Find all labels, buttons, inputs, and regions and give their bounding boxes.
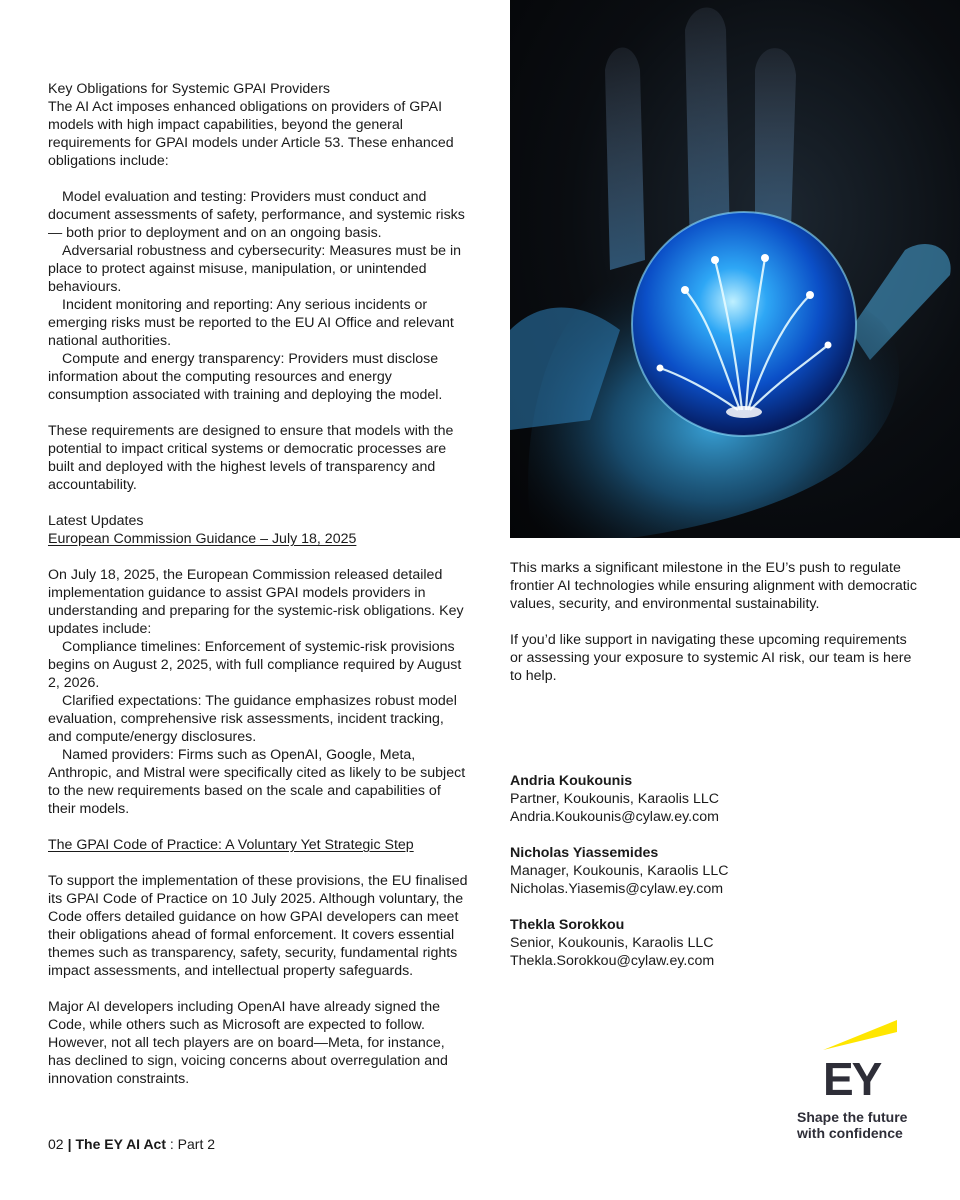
contact-email[interactable]: Nicholas.Yiasemis@cylaw.ey.com [510,881,724,897]
page-footer [48,1135,215,1153]
subheading-commission-guidance: European Commission Guidance – July 18, 2025 [48,531,357,547]
code-of-practice-paragraph: To support the implementation of these provisions, the EU finalised its GPAI Code of Practice on 10 July 2025. Although voluntary, the Code offers detailed guidance on how GPAI developers can meet their obligations ahead of formal enforcement. It covers essential themes such as transparency, safety, security, fundamental rights impact assessments, and intellectual property safeguards. [48,873,468,979]
section-heading-latest-updates: Latest Updates [48,513,144,529]
ey-logo [797,1018,917,1148]
obligation-item: Model evaluation and testing: Providers must conduct and document assessments of safety, performance, and systemic risks — both prior to deployment and on an ongoing basis. [48,189,465,241]
left-column [48,80,468,1088]
ey-beam-icon [797,1018,917,1058]
contact-role: Partner, Koukounis, Karaolis LLC [510,791,719,807]
publication-part: : Part 2 [169,1136,216,1152]
obligation-item: Adversarial robustness and cybersecurity: Measures must be in place to protect against misuse, manipulation, or unintended behaviours. [48,243,462,295]
update-item: Compliance timelines: Enforcement of systemic-risk provisions begins on August 2, 2025, with full compliance required by August 2, 2026. [48,639,462,691]
contact-name: Andria Koukounis [510,773,633,789]
support-paragraph: If you’d like support in navigating these upcoming requirements or assessing your exposure to systemic AI risk, our team is here to help. [510,632,912,684]
contact-card [510,772,920,826]
right-column [510,559,920,685]
logo-wordmark: EY [823,1053,881,1105]
footer-separator: | [67,1136,72,1152]
contact-email[interactable]: Andria.Koukounis@cylaw.ey.com [510,809,719,825]
contact-role: Senior, Koukounis, Karaolis LLC [510,935,714,951]
milestone-paragraph: This marks a significant milestone in the EU’s push to regulate frontier AI technologies while ensuring alignment with democratic values, security, and environmental sustainability. [510,560,917,612]
logo-tagline: Shape the future with confidence [797,1109,908,1141]
contact-role: Manager, Koukounis, Karaolis LLC [510,863,729,879]
section-heading-obligations: Key Obligations for Systemic GPAI Providers [48,81,331,97]
contact-name: Nicholas Yiassemides [510,845,659,861]
contact-email[interactable]: Thekla.Sorokkou@cylaw.ey.com [510,953,715,969]
glowing-sphere-in-hand-image [510,0,960,538]
hero-photo [510,0,960,538]
contact-card [510,916,920,970]
contacts-list [510,772,920,988]
obligation-item: Compute and energy transparency: Providers must disclose information about the computing resources and energy consumption associated with training and deploying the model. [48,351,443,403]
obligations-closing: These requirements are designed to ensure that models with the potential to impact critical systems or democratic processes are built and deployed with the highest levels of transparency and accountability. [48,423,454,493]
contact-name: Thekla Sorokkou [510,917,625,933]
updates-intro: On July 18, 2025, the European Commission released detailed implementation guidance to assist GPAI models providers in understanding and preparing for the systemic-risk obligations. Key updates include: [48,567,464,637]
contact-card [510,844,920,898]
developers-paragraph: Major AI developers including OpenAI have already signed the Code, while others such as Microsoft are expected to follow. However, not all tech players are on board—Meta, for instance, has declined to sign, voicing concerns about overregulation and innovation constraints. [48,999,448,1087]
obligations-intro: The AI Act imposes enhanced obligations on providers of GPAI models with high impact capabilities, beyond the general requirements for GPAI models under Article 53. These enhanced obligations include: [48,99,454,169]
update-item: Clarified expectations: The guidance emphasizes robust model evaluation, comprehensive risk assessments, incident tracking, and compute/energy disclosures. [48,693,457,745]
subheading-code-of-practice: The GPAI Code of Practice: A Voluntary Yet Strategic Step [48,837,414,853]
obligation-item: Incident monitoring and reporting: Any serious incidents or emerging risks must be reported to the EU AI Office and relevant national authorities. [48,297,454,349]
publication-title: The EY AI Act [75,1136,167,1152]
update-item: Named providers: Firms such as OpenAI, Google, Meta, Anthropic, and Mistral were specifically cited as likely to be subject to the new requirements based on the scale and capabilities of their models. [48,747,466,817]
page-number: 02 [48,1136,64,1152]
